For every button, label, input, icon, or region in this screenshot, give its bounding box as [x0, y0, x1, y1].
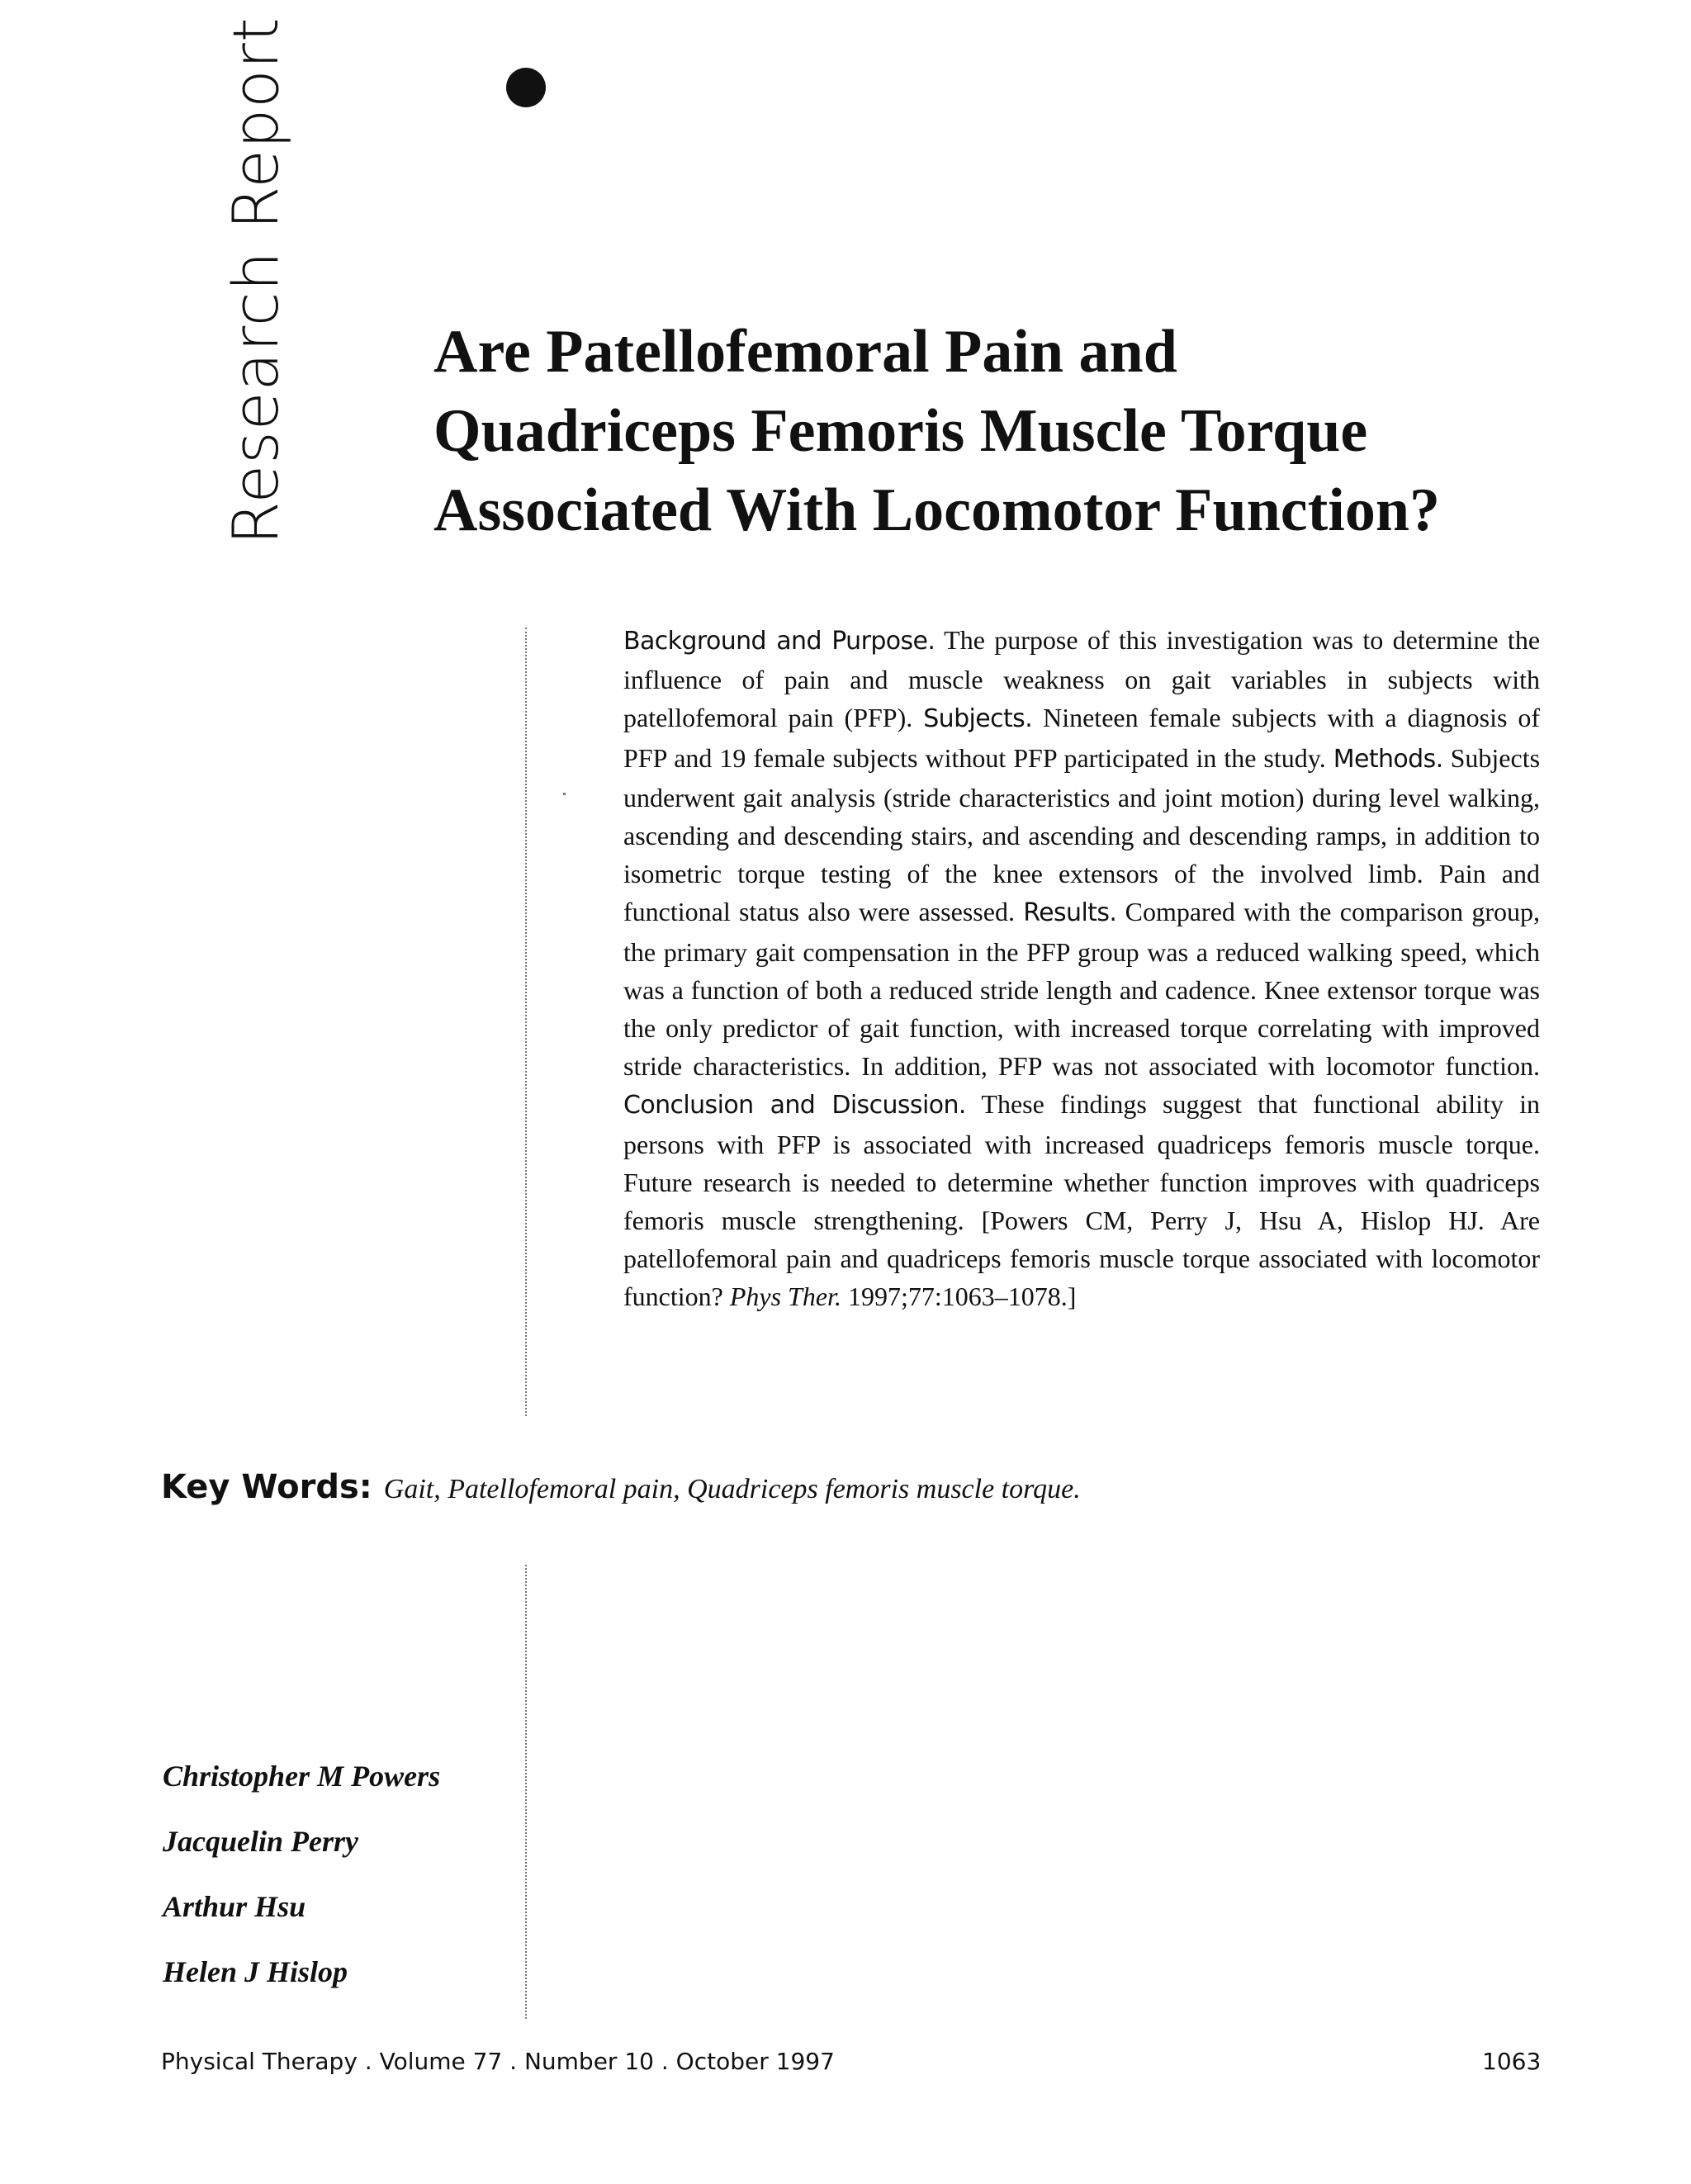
page-number: 1063	[1482, 2048, 1542, 2075]
abstract-conclusion-text: These findings suggest that functional ability in persons with PFP is associated with increased quadriceps femoris muscle torque. Future research is needed to determine whether function improves with quadriceps femoris muscle strengthening.	[623, 1089, 1541, 1236]
citation-prefix: [Powers CM, Perry J, Hsu A, Hislop HJ. Are patellofemoral pain and quadriceps femoris muscle torque associated with locomotor function?	[623, 1206, 1541, 1312]
bullet-dot-icon	[506, 68, 546, 107]
dotted-divider	[525, 628, 527, 1416]
abstract-methods-text: Subjects underwent gait analysis (stride characteristics and joint motion) during level walking, ascending and descending stairs, and ascending and descending ramps, in addition to isometric torque testing of the knee extensors of the involved limb. Pain and functional status also were assessed.	[623, 742, 1541, 927]
title-line: Quadriceps Femoris Muscle Torque	[433, 397, 1368, 465]
abstract-heading-methods: Methods.	[1333, 744, 1443, 774]
author-name: Arthur Hsu	[163, 1890, 306, 1923]
title-line: Associated With Locomotor Function?	[433, 476, 1440, 544]
section-label: Research Report	[219, 17, 292, 545]
abstract-heading-background: Background and Purpose.	[623, 627, 935, 656]
author-name: Christopher M Powers	[163, 1760, 441, 1793]
abstract-heading-conclusion: Conclusion and Discussion.	[623, 1091, 966, 1120]
keywords	[161, 1468, 1565, 1506]
article-title	[433, 312, 1655, 550]
keywords-list: Gait, Patellofemoral pain, Quadriceps femoris muscle torque.	[383, 1474, 1081, 1504]
citation-suffix: 1997;77:1063–1078.]	[847, 1282, 1077, 1312]
citation-journal: Phys Ther.	[729, 1282, 841, 1312]
abstract-heading-subjects: Subjects.	[923, 704, 1033, 734]
abstract-heading-results: Results.	[1023, 898, 1117, 928]
keywords-label: Key Words:	[161, 1468, 372, 1506]
abstract-subjects-text: Nineteen female subjects with a diagnosis of PFP and 19 female subjects without PFP participated in the study.	[623, 703, 1541, 773]
author-list	[163, 1744, 518, 2005]
author-name: Helen J Hislop	[163, 1955, 348, 1988]
abstract-background-text: The purpose of this investigation was to determine the influence of pain and muscle weakness on gait variables in subjects with patellofemoral pain (PFP).	[623, 625, 1541, 733]
author-name: Jacquelin Perry	[163, 1825, 358, 1858]
journal-info: Physical Therapy . Volume 77 . Number 10 . October 1997	[161, 2048, 835, 2075]
dotted-divider	[525, 1565, 527, 2019]
abstract	[623, 621, 1540, 1316]
margin-mark	[563, 793, 566, 795]
abstract-results-text: Compared with the comparison group, the primary gait compensation in the PFP group was a reduced walking speed, which was a function of both a reduced stride length and cadence. Knee extensor torque was the only predictor of gait function, with increased torque correlating with improved stride characteristics. In addition, PFP was not associated with locomotor function.	[623, 897, 1541, 1082]
title-line: Are Patellofemoral Pain and	[433, 318, 1177, 386]
